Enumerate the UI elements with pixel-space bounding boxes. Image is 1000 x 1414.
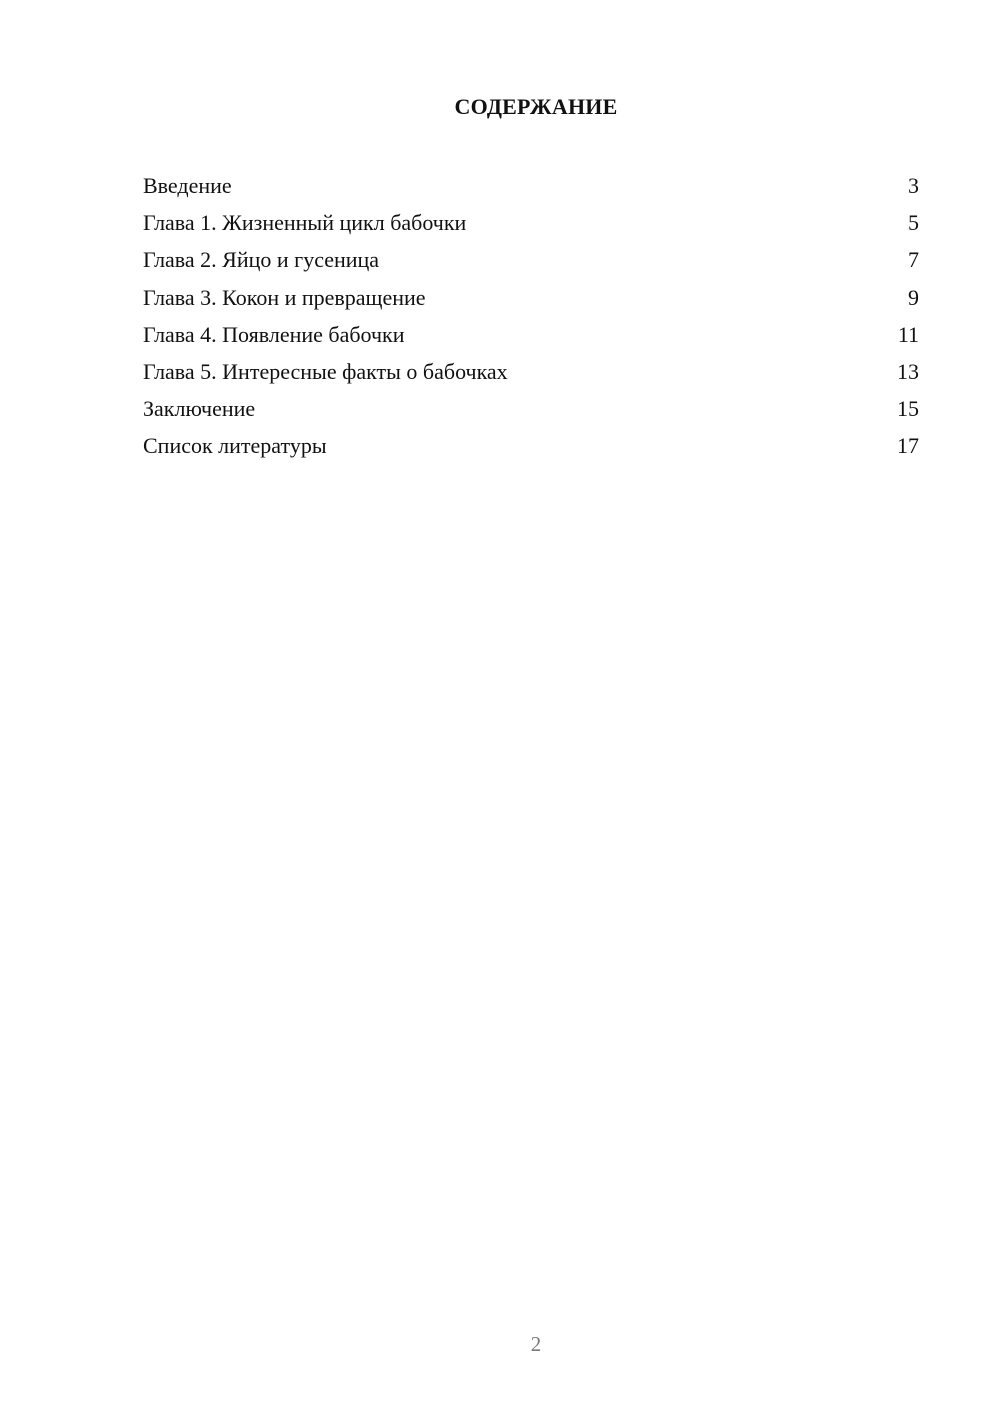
toc-entry-label: Глава 5. Интересные факты о бабочках — [143, 358, 508, 384]
toc-entry-label: Заключение — [143, 396, 256, 422]
toc-entry-page-number: 11 — [897, 321, 919, 347]
toc-entry-page-number: 13 — [897, 358, 919, 384]
toc-entry-chapter-4 — [143, 316, 919, 353]
toc-entry-introduction — [143, 167, 919, 204]
toc-entry-label: Глава 2. Яйцо и гусеница — [143, 247, 380, 273]
page-title: СОДЕРЖАНИЕ — [454, 94, 618, 119]
toc-entry-page-number: 9 — [908, 284, 919, 310]
toc-entry-chapter-3 — [143, 279, 919, 316]
toc-entry-chapter-1 — [143, 204, 919, 241]
toc-entry-chapter-5 — [143, 353, 919, 390]
toc-entry-bibliography — [143, 427, 919, 464]
toc-entry-page-number: 7 — [908, 247, 919, 273]
toc-entry-page-number: 3 — [908, 173, 919, 198]
toc-entry-conclusion — [143, 390, 919, 427]
toc-entry-label: Введение — [143, 173, 232, 198]
toc-entry-page-number: 17 — [897, 433, 919, 459]
page-number: 2 — [530, 1332, 542, 1356]
toc-entry-page-number: 15 — [897, 396, 919, 422]
table-of-contents — [143, 167, 919, 465]
toc-entry-label: Глава 3. Кокон и превращение — [143, 284, 426, 310]
toc-entry-chapter-2 — [143, 241, 919, 278]
toc-entry-page-number: 5 — [908, 210, 919, 236]
toc-entry-label: Глава 1. Жизненный цикл бабочки — [143, 210, 467, 236]
toc-entry-label: Глава 4. Появление бабочки — [143, 321, 405, 347]
toc-entry-label: Список литературы — [143, 433, 327, 459]
